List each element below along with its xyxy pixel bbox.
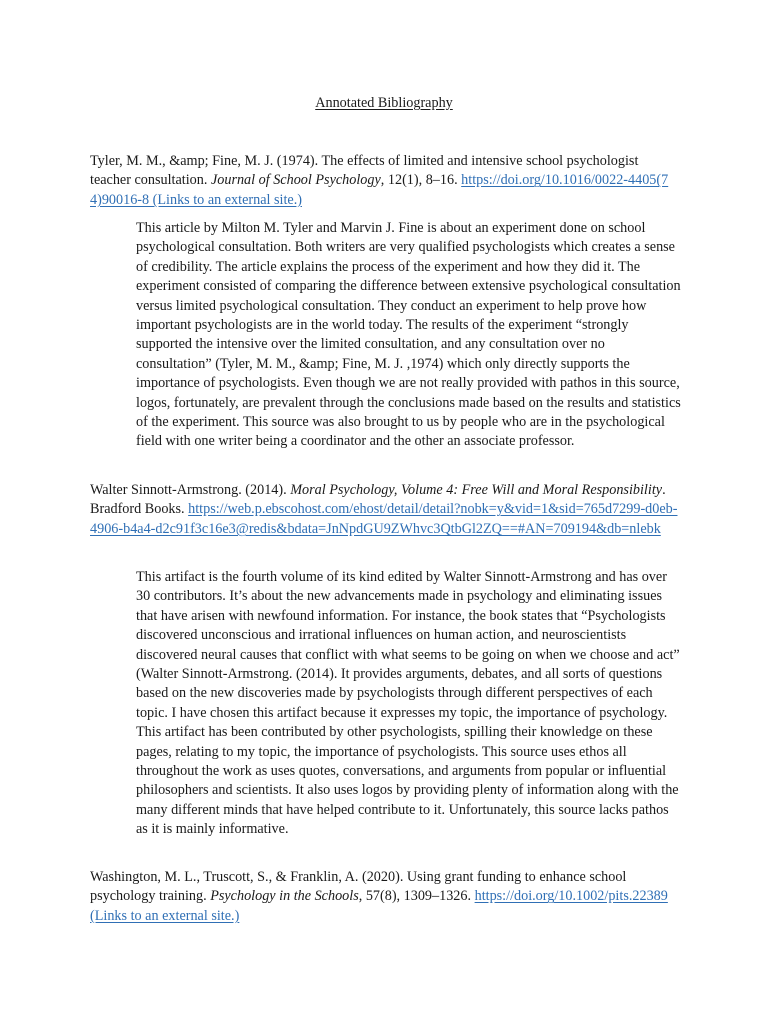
citation-details: , 57(8), 1309–1326. [358,888,475,905]
citation-details: , 12(1), 8–16. [380,172,462,189]
document-title: Annotated Bibliography [315,95,453,111]
citation-text: Washington, M. L., Truscott, S., & Franklin, A. (2020). Using grant funding to enhance school psychology training. [90,869,627,905]
journal-title: Journal of School Psychology [210,172,381,189]
annotation-paragraph: This article by Milton M. Tyler and Marvin J. Fine is about an experiment done on school psychological consultation. Both writers are very qualified psychologists which creates a sense of credibility. The article explains the process of the experiment and how they did it. The experiment consisted of comparing the difference between extensive psychological consultation versus limited psychological consultation. They conduct an experiment to help prove how important psychologists are in the world today. The results of the experiment “strongly supported the intensive over the limited consultation, and any consultation over no consultation” (Tyler, M. M., &amp; Fine, M. J. ,1974) which only directly supports the importance of psychologists. Even though we are not really provided with pathos in this source, logos, fortunately, are prevalent through the conclusions made based on the results and statistics of the experiment. This source was also brought to us by people who are in the psychological field with one writer being a coordinator and the other an associate professor. [136,220,681,450]
annotation-paragraph: This artifact is the fourth volume of its kind edited by Walter Sinnott-Armstrong and has over 30 contributors. It’s about the new advancements made in psychology and eliminating issues that have arisen with newfound information. For instance, the book states that “Psychologists discovered unconscious and irrational influences on human action, and neuroscientists discovered neural causes that conflict with what seems to be going on when we choose and act” (Walter Sinnott-Armstrong. (2014). It provides arguments, debates, and all sorts of questions based on the new discoveries made by psychologists through different perspectives of each topic. I have chosen this artifact because it expresses my topic, the importance of psychology. This artifact has been contributed by other psychologists, spilling their knowledge on these pages, relating to my topic, the importance of psychologists. This source uses ethos all throughout the work as uses quotes, conversations, and arguments from popular or influential philosophers and scientists. It also uses logos by providing plenty of information along with the many different minds that have helped contribute to it. Unfortunately, this source lacks pathos as it is mainly informative. [136,569,680,838]
citation-entry [90,481,680,539]
citation-text: Walter Sinnott-Armstrong. (2014). [90,482,291,498]
citation-link[interactable]: https://doi.org/10.1016/0022-4405(74)90016-8 (Links to an external site.) [90,172,669,208]
citation-link[interactable]: https://web.p.ebscohost.com/ehost/detail/detail?nobk=y&vid=1&sid=765d7299-d0eb-4906-b4a4-d2c91f3c16e3@redis&bdata=JnNpdGU9ZWhvc3QtbGl2ZQ==#AN=709194&db=nlebk [90,501,678,537]
citation-details: . Bradford Books. [90,482,666,518]
journal-title: Psychology in the Schools [210,888,359,905]
citation-text: Tyler, M. M., &amp; Fine, M. J. (1974). The effects of limited and intensive school psychologist teacher consultation. [90,153,639,189]
citation-entry [90,152,680,210]
book-title: Moral Psychology, Volume 4: Free Will and Moral Responsibility [290,482,663,498]
citation-link[interactable]: https://doi.org/10.1002/pits.22389 (Links to an external site.) [90,888,668,924]
citation-entry [90,868,680,926]
